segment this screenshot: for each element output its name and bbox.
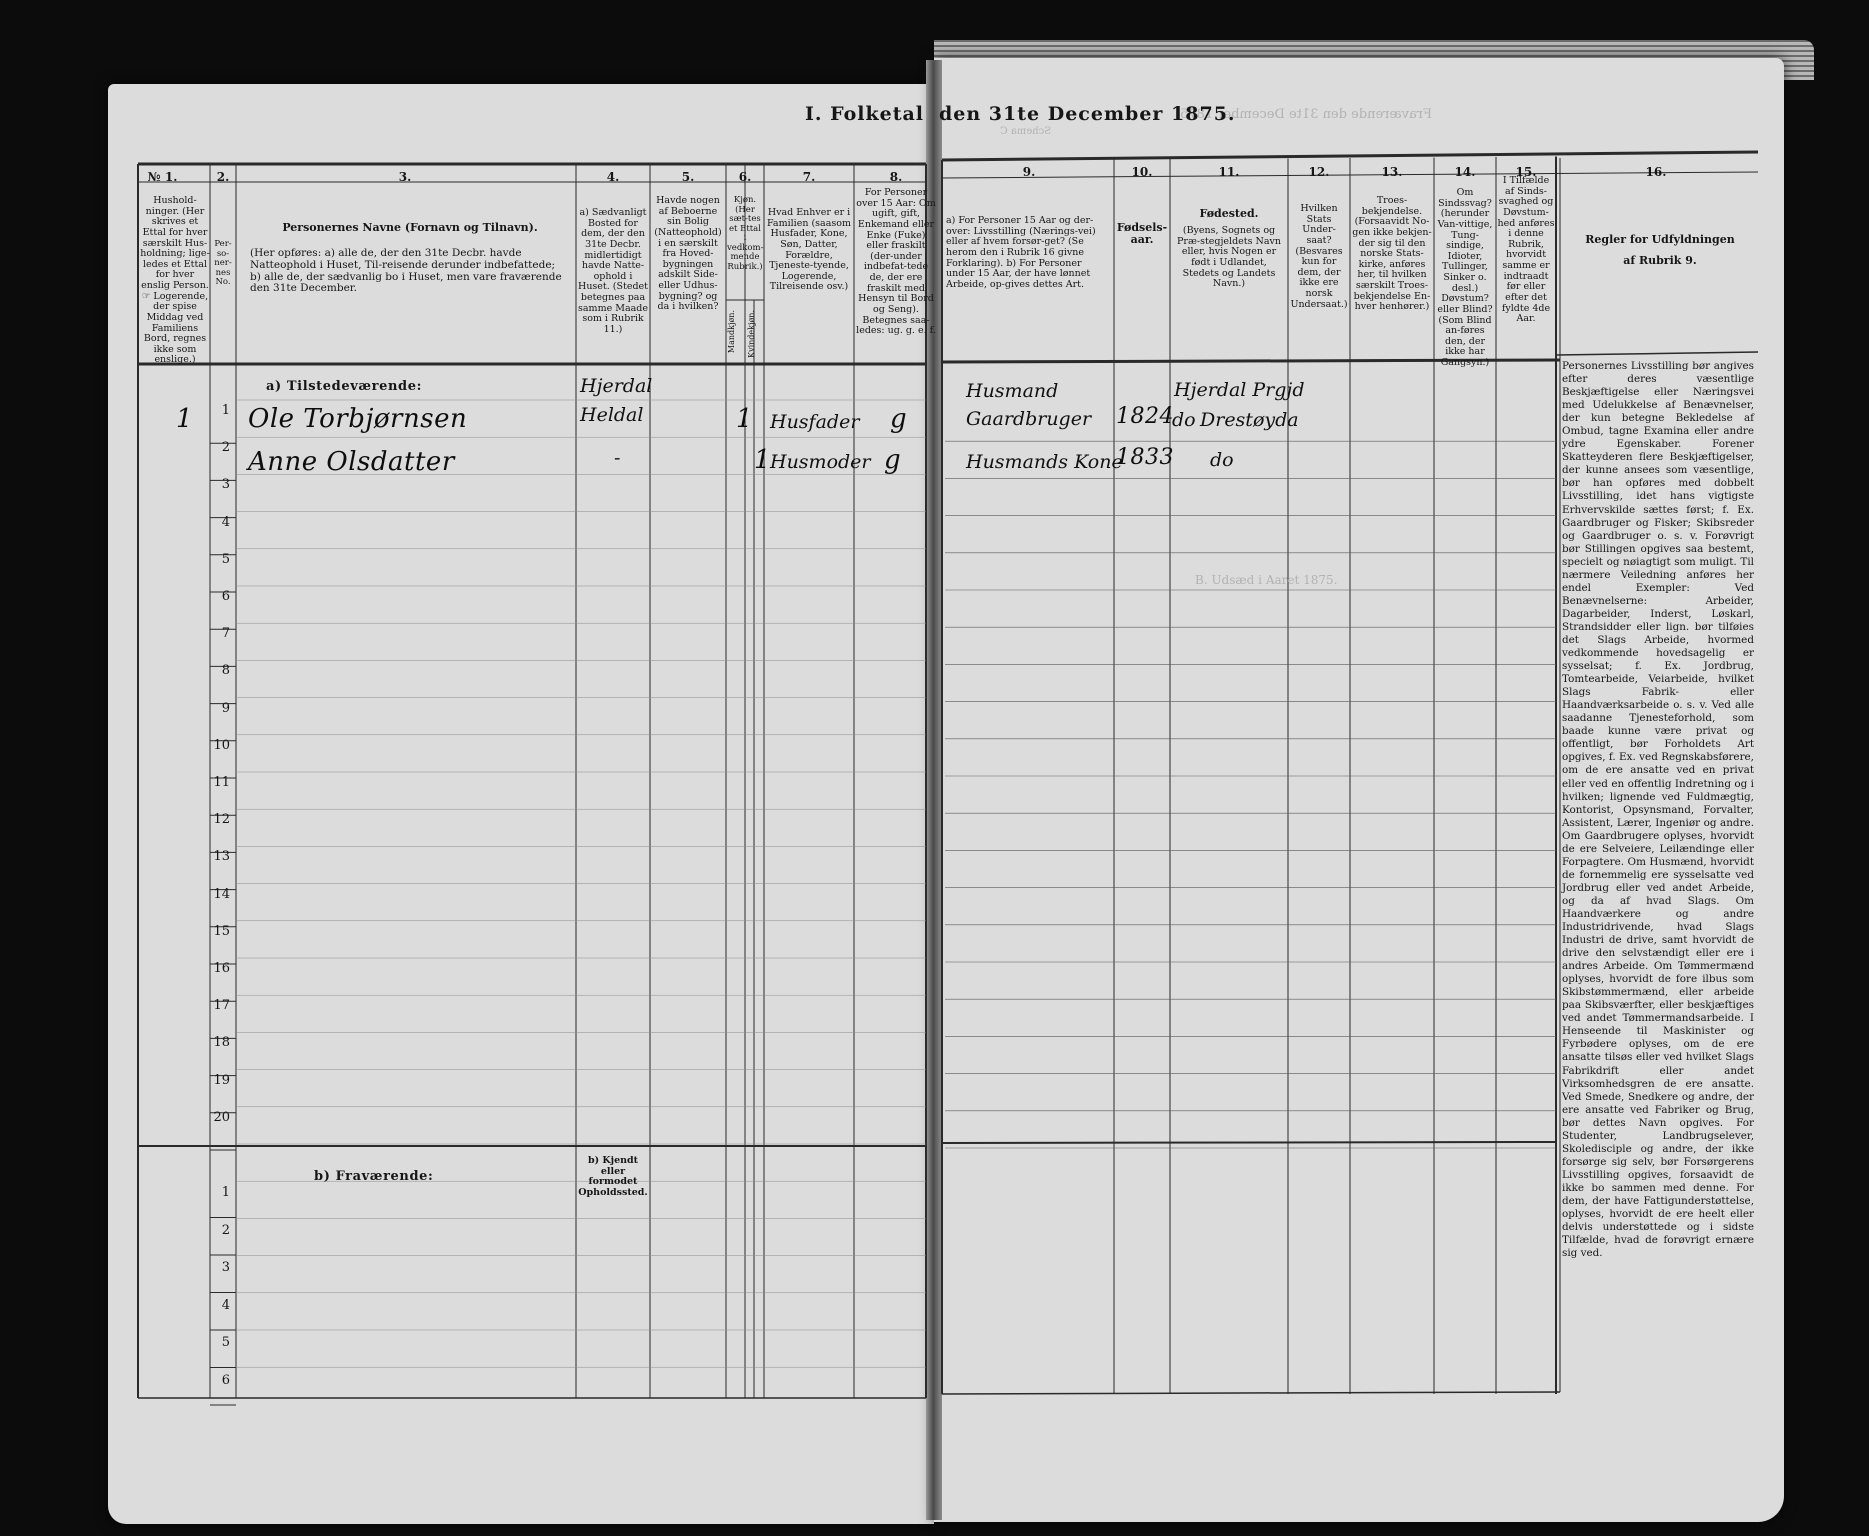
col-header-8: For Personer over 15 Aar: Om ugift, gift, Enkemand eller Enke (Fuke) eller fraskilt (der-under indbefat-tede de, der ere fraskilt med Hensyn til Bord og Seng). Betegnes saa-ledes: ug. g. e. f.: [856, 187, 936, 337]
col-header-16: Regler for Udfyldningen af Rubrik 9.: [1585, 233, 1735, 267]
entry-2-name: Anne Olsdatter: [248, 447, 455, 477]
col-header-6-male: Mandkjøn.: [727, 310, 736, 354]
col-num-2: 2.: [216, 170, 230, 184]
entry-1-male: 1: [736, 404, 754, 434]
entry-2-occupation: Husmands Kone: [966, 451, 1123, 473]
col-header-4: a) Sædvanligt Bosted for dem, der den 31te Decbr. midlertidigt havde Natte-ophold i Huset. (Stedet betegnes paa samme Maade som i Rubrik 11.): [578, 207, 648, 335]
entry-2-role: Husmoder: [770, 451, 871, 473]
col-num-6: 6.: [738, 170, 752, 184]
row-number-absent: 4: [221, 1297, 230, 1313]
col-num-9: 9.: [1022, 165, 1036, 179]
absent-col4-header: b) Kjendt eller formodet Opholdssted.: [578, 1155, 648, 1198]
col-header-1: Hushold-ninger. (Her skrives et Ettal for hver særskilt Hus-holdning; lige-ledes et Ettal for hver enslig Person. ☞ Logerende, der spise Middag ved Familiens Bord, regnes ikke som enslige.): [140, 195, 210, 366]
row-number: 10: [213, 737, 230, 753]
entry-2-birth-year: 1833: [1116, 445, 1174, 470]
col-num-11: 11.: [1218, 165, 1240, 179]
col-num-12: 12.: [1308, 165, 1330, 179]
col-header-6-female: Kvindekjøn.: [747, 310, 756, 358]
col-header-7: Hvad Enhver er i Familien (saasom Husfader, Kone, Søn, Datter, Forældre, Tjeneste-tyende, Logerende, Tilreisende osv.): [766, 207, 851, 293]
entry-1-marital: g: [890, 404, 908, 434]
row-number: 20: [213, 1109, 230, 1125]
col-header-13: Troes-bekjendelse. (Forsaavidt No-gen ikke bekjen-der sig til den norske Stats-kirke, anføres her, til hvilken særskilt Troes-bekjendelse En-hver henhører.): [1352, 195, 1432, 313]
row-number: 11: [213, 775, 230, 790]
row-number: 7: [221, 626, 230, 642]
col-num-3: 3.: [398, 170, 412, 184]
col-header-2: Per-so-ner-nes No.: [214, 239, 232, 288]
grid-line: [942, 1142, 1556, 1143]
entry-1-name: Ole Torbjørnsen: [248, 404, 468, 434]
col-num-5: 5.: [681, 170, 695, 184]
col-header-5: Havde nogen af Beboerne sin Bolig (Natteophold) i en særskilt fra Hoved-bygningen adskilt Side-eller Udhus-bygning? og da i hvilken?: [654, 195, 722, 313]
row-number: 15: [213, 923, 230, 939]
row-number-absent: 2: [221, 1222, 230, 1238]
entry-1-birthplace-parish: Drestøyda: [1200, 409, 1299, 431]
entry-1-role: Husfader: [770, 411, 860, 433]
title-left: I. Folketal: [805, 103, 925, 125]
entry-2-female: 1: [754, 445, 772, 475]
row-number: 5: [221, 551, 230, 567]
col-header-11-title: Fødested.: [1199, 207, 1259, 220]
col-num-15: 15.: [1515, 165, 1537, 179]
col-num-16: 16.: [1645, 165, 1667, 179]
section-present: a) Tilstedeværende:: [266, 379, 422, 394]
row-number: 19: [213, 1072, 230, 1088]
row-number: 8: [221, 663, 230, 679]
col-num-8: 8.: [889, 170, 903, 184]
col-num-7: 7.: [802, 170, 816, 184]
title-right: den 31te December 1875.: [939, 103, 1236, 125]
grid-line: [1556, 352, 1758, 355]
row-number-absent: 6: [221, 1372, 230, 1388]
col-num-10: 10.: [1131, 165, 1153, 179]
col-header-15: I Tilfælde af Sinds-svaghed og Døvstum-hed anføres i denne Rubrik, hvorvidt samme er indtraadt før eller efter det fyldte 4de Aar.: [1497, 175, 1555, 325]
entry-2-residence: -: [614, 447, 621, 469]
col-header-10: Fødsels-aar.: [1116, 221, 1168, 247]
ghost-header-right: Schema C: [1000, 126, 1052, 137]
col-header-11: (Byens, Sognets og Præ-stegjeldets Navn eller, hvis Nogen er født i Udlandet, Stedets og Landets Navn.): [1177, 225, 1281, 290]
col-num-1: № 1.: [147, 170, 178, 184]
entry-1-residence: Hjerdal Heldal: [580, 375, 653, 426]
row-number: 17: [213, 998, 230, 1014]
grid-line: [942, 1392, 1560, 1394]
row-number: 16: [213, 961, 230, 976]
row-number: 6: [221, 589, 230, 604]
col-header-3-title: Personernes Navne (Fornavn og Tilnavn).: [282, 221, 538, 234]
entry-1-occupation: Husmand Gaardbruger: [966, 380, 1092, 430]
row-number-absent: 5: [221, 1335, 230, 1350]
row-number-absent: 3: [221, 1260, 230, 1275]
entry-1-household: 1: [176, 404, 194, 434]
col-header-3: (Her opføres: a) alle de, der den 31te Decbr. havde Natteophold i Huset, Til-reisende derunder indbefattede; b) alle de, der sædvanlig bo i Huset, men vare fraværende den 31te December.: [250, 247, 562, 295]
ghost-mid: B. Udsæd i Aaret 1875.: [1195, 573, 1338, 587]
row-number: 12: [213, 812, 230, 828]
section-absent: b) Fraværende:: [314, 1169, 434, 1184]
row-number: 4: [221, 514, 230, 530]
col-num-4: 4.: [606, 170, 620, 184]
row-number-absent: 1: [221, 1185, 230, 1200]
ghost-header: Fraværende den 31te December 1875: [1180, 107, 1432, 122]
row-number: 9: [221, 700, 230, 716]
col-header-6: Kjøn. (Her sæt-tes et Ettal i vedkom-mende Rubrik.): [727, 195, 764, 272]
col-num-13: 13.: [1381, 165, 1403, 179]
entry-1-birth-year: 1824: [1116, 404, 1174, 429]
col-header-9: a) For Personer 15 Aar og der-over: Livsstilling (Nærings-vei) eller af hvem forsør-get? (Se herom den i Rubrik 16 givne Forklaring). b) For Personer under 15 Aar, der have lønnet Arbeide, op-gives dettes Art.: [946, 215, 1096, 290]
entry-2-marital: g: [884, 445, 902, 475]
entry-2-birthplace: do: [1172, 409, 1196, 431]
row-number: 18: [213, 1035, 230, 1051]
row-number: 3: [221, 477, 230, 493]
col-header-14: Om Sindssvag? (herunder Van-vittige, Tung-sindige, Idioter, Tullinger, Sinker o. desl.) Døvstum? eller Blind? (Som Blind an-føres den, der ikke har Gangsyn.): [1437, 187, 1493, 368]
row-number: 1: [221, 403, 230, 418]
rules-text: Personernes Livsstilling bør angives efter deres væsentlige Beskjæftigelse eller Næringsvei med Udelukkelse af Benævnelser, der kun betegne Bekledelse af Ombud, tagne Examina eller andre ydre Egenskaber. Forener Skatteyderen flere Beskjæftigelser, der kunne ansees som væsentlige, bør han opføres med dobbelt Livsstilling, idet hans vigtigste Erhvervskilde sættes først; f. Ex. Gaardbruger og Fisker; Skibsreder og Gaardbruger o. s. v. Forøvrigt bør Stillingen opgives saa bestemt, specielt og nøiagtigt som muligt. Til nærmere Veiledning anføres her endel Exempler: Ved Benævnelserne: Arbeider, Dagarbeider, Inderst, Løskarl, Strandsidder eller lign. bør tilføies det Slags Arbeide, hvormed vedkommende hovedsagelig er sysselsat; f. Ex. Jordbrug, Tomtearbeide, Veiarbeide, hvilket Slags Fabrik- eller Haandværksarbeide o. s. v. Ved alle saadanne Tjenesteforhold, som baade kunne være privat og offentligt, bør Forholdets Art opgives, f. Ex. ved Regnskabsførere, om de ere ansatte ved en privat eller ved en offentlig Indretning og i hvilken; lignende ved Fuldmægtig, Kontorist, Opsynsmand, Forvalter, Assistent, Lærer, Ingeniør og andre. Om Gaardbrugere oplyses, hvorvidt de ere Selveiere, Leilændinge eller Forpagtere. Om Husmænd, hvorvidt de fornemmelig ere sysselsatte ved Jordbrug eller ved andet Arbeide, og da af hvad Slags. Om Haandværkere og andre Industridrivende, hvad Slags Industri de drive, samt hvorvidt de drive den selvstændigt eller ere i andres Arbeide. Om Tømmermænd oplyses, hvorvidt de fore ilbus som Skibstømmermænd, eller arbeide paa Skibsværfter, eller beskjæftiges ved andet Tømmermandsarbeide. I Henseende til Maskinister og Fyrbødere oplyses, om de ere ansatte tilsøs eller ved hvilket Slags Fabrikdrift eller andet Virksomhedsgren de ere ansatte. Ved Smede, Snedkere og andre, der ere ansatte ved Fabriker og Brug, bør dettes Navn opgives. For Studenter, Landbrugselever, Skoledisciple og andre, der ikke forsørge sig selv, bør Forsørgerens Livsstilling opgives, forsaavidt de ikke bo sammen med denne. For dem, der have Fattigunderstøttelse, oplyses, hvorvidt de ere heelt eller delvis understøttede og i sidste Tilfælde, hvad de forøvrigt ernære sig ved.: [1562, 360, 1754, 1260]
row-number: 14: [213, 886, 230, 902]
col-num-14: 14.: [1454, 165, 1476, 179]
row-number: 2: [221, 440, 230, 456]
entry-1-birthplace: Hjerdal Prgjd: [1174, 379, 1305, 401]
entry-2-birthplace-parish: do: [1210, 449, 1234, 471]
row-number: 13: [213, 849, 230, 865]
col-header-12: Hvilken Stats Under-saat? (Besvares kun for dem, der ikke ere norsk Undersaat.): [1290, 203, 1348, 310]
